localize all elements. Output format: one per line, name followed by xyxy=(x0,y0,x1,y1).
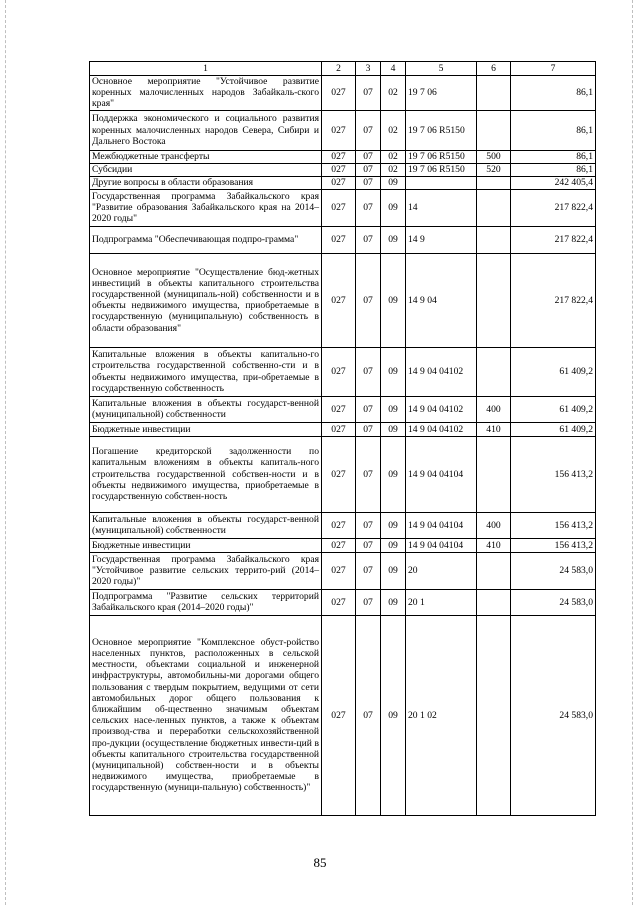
row-section: 07 xyxy=(356,538,381,552)
table-row xyxy=(90,189,596,226)
row-amount: 156 413,2 xyxy=(511,436,596,512)
table-row xyxy=(90,347,596,396)
row-amount: 86,1 xyxy=(511,163,596,176)
header-cell: 2 xyxy=(322,62,356,76)
table-row xyxy=(90,176,596,189)
row-name: Основное мероприятие "Устойчивое развитие коренных малочисленных народов Забайкаль-ского края" xyxy=(90,76,322,111)
row-expense-type xyxy=(477,253,511,347)
table-row xyxy=(90,589,596,615)
table-row xyxy=(90,538,596,552)
table-row xyxy=(90,552,596,589)
table-body xyxy=(90,76,596,816)
row-subsection: 09 xyxy=(381,512,406,538)
row-name: Основное мероприятие "Комплексное обуст-ройство населенных пунктов, расположенных в сельской местности, объектами социальной и инженерной инфраструктуры, автомобильны-ми дорогами общего пользования с твердым покрытием, ведущими от сети автомобильных дорог общего пользования к ближайшим об-щественно значимым объектам сельских насе-ленных пунктов, а также к объектам производ-ства и переработки сельскохозяйственной про-дукции (осуществление бюджетных инвести-ций в объекты капитального строительства государственной (муниципальной) собствен-ности и в объекты недвижимого имущества, приобретаемые в государственную (муници-пальную) собственность)" xyxy=(90,615,322,815)
row-subsection: 09 xyxy=(381,589,406,615)
row-subsection: 09 xyxy=(381,422,406,436)
row-expense-type xyxy=(477,615,511,815)
row-expense-type xyxy=(477,347,511,396)
row-admin-code: 027 xyxy=(322,253,356,347)
row-name: Подпрограмма "Развитие сельских территорий Забайкальского края (2014–2020 годы)" xyxy=(90,589,322,615)
row-target-code: 19 7 06 R5150 xyxy=(406,150,477,163)
row-subsection: 09 xyxy=(381,226,406,253)
row-name: Капитальные вложения в объекты капитально-го строительства государственной собственно-сти и в объекты недвижимого имущества, при-обретаемые в государственную собственность xyxy=(90,347,322,396)
row-amount: 61 409,2 xyxy=(511,347,596,396)
row-name: Другие вопросы в области образования xyxy=(90,176,322,189)
table-row xyxy=(90,76,596,111)
row-subsection: 09 xyxy=(381,347,406,396)
row-amount: 217 822,4 xyxy=(511,253,596,347)
page-number: 85 xyxy=(313,855,327,870)
row-subsection: 09 xyxy=(381,189,406,226)
row-admin-code: 027 xyxy=(322,422,356,436)
row-amount: 61 409,2 xyxy=(511,396,596,422)
row-section: 07 xyxy=(356,615,381,815)
row-subsection: 09 xyxy=(381,552,406,589)
row-subsection: 09 xyxy=(381,436,406,512)
table-row xyxy=(90,436,596,512)
row-target-code xyxy=(406,176,477,189)
row-subsection: 02 xyxy=(381,76,406,111)
page-edge-left xyxy=(5,0,6,905)
row-section: 07 xyxy=(356,189,381,226)
row-section: 07 xyxy=(356,76,381,111)
row-target-code: 14 9 04 04104 xyxy=(406,538,477,552)
row-expense-type xyxy=(477,436,511,512)
row-amount: 24 583,0 xyxy=(511,615,596,815)
row-target-code: 14 9 04 04102 xyxy=(406,422,477,436)
row-amount: 86,1 xyxy=(511,76,596,111)
row-name: Государственная программа Забайкальского края "Развитие образования Забайкальского края на 2014–2020 годы" xyxy=(90,189,322,226)
row-section: 07 xyxy=(356,253,381,347)
row-subsection: 02 xyxy=(381,163,406,176)
row-admin-code: 027 xyxy=(322,150,356,163)
header-cell: 7 xyxy=(511,62,596,76)
row-section: 07 xyxy=(356,552,381,589)
row-expense-type: 500 xyxy=(477,150,511,163)
row-admin-code: 027 xyxy=(322,347,356,396)
row-target-code: 20 xyxy=(406,552,477,589)
row-admin-code: 027 xyxy=(322,110,356,150)
row-amount: 24 583,0 xyxy=(511,589,596,615)
row-section: 07 xyxy=(356,163,381,176)
row-target-code: 14 9 04 04104 xyxy=(406,512,477,538)
budget-table xyxy=(89,61,596,816)
row-name: Субсидии xyxy=(90,163,322,176)
row-expense-type: 410 xyxy=(477,422,511,436)
row-name: Погашение кредиторской задолженности по капитальным вложениям в объекты капиталь-ного строительства государственной собствен-ности и в объекты недвижимого имущества, приобретаемые в государственную собствен-ность xyxy=(90,436,322,512)
row-section: 07 xyxy=(356,110,381,150)
row-name: Основное мероприятие "Осуществление бюд-жетных инвестиций в объекты капитального строительства государственной (муниципаль-ной) собственности и в объекты недвижимого имущества, приобретаемые в государственную (муниципальную) собственность в области образования" xyxy=(90,253,322,347)
row-name: Бюджетные инвестиции xyxy=(90,422,322,436)
row-target-code: 14 9 04 xyxy=(406,253,477,347)
row-admin-code: 027 xyxy=(322,512,356,538)
row-amount: 156 413,2 xyxy=(511,512,596,538)
row-target-code: 14 xyxy=(406,189,477,226)
page-edge-right xyxy=(632,0,633,905)
row-name: Капитальные вложения в объекты государст-венной (муниципальной) собственности xyxy=(90,512,322,538)
table-row xyxy=(90,150,596,163)
row-admin-code: 027 xyxy=(322,163,356,176)
table-row xyxy=(90,110,596,150)
row-admin-code: 027 xyxy=(322,552,356,589)
row-section: 07 xyxy=(356,396,381,422)
row-admin-code: 027 xyxy=(322,189,356,226)
row-target-code: 19 7 06 xyxy=(406,76,477,111)
row-expense-type xyxy=(477,589,511,615)
row-section: 07 xyxy=(356,422,381,436)
row-admin-code: 027 xyxy=(322,226,356,253)
row-admin-code: 027 xyxy=(322,176,356,189)
table-row xyxy=(90,422,596,436)
row-section: 07 xyxy=(356,176,381,189)
table-row xyxy=(90,396,596,422)
table-row xyxy=(90,253,596,347)
row-target-code: 14 9 04 04102 xyxy=(406,396,477,422)
row-expense-type: 400 xyxy=(477,396,511,422)
row-expense-type xyxy=(477,110,511,150)
row-expense-type xyxy=(477,552,511,589)
header-cell: 3 xyxy=(356,62,381,76)
row-name: Поддержка экономического и социального развития коренных малочисленных народов Севера, Сибири и Дальнего Востока xyxy=(90,110,322,150)
row-name: Подпрограмма "Обеспечивающая подпро-грамма" xyxy=(90,226,322,253)
row-target-code: 20 1 xyxy=(406,589,477,615)
row-subsection: 09 xyxy=(381,538,406,552)
row-amount: 156 413,2 xyxy=(511,538,596,552)
row-subsection: 09 xyxy=(381,396,406,422)
row-expense-type xyxy=(477,176,511,189)
row-admin-code: 027 xyxy=(322,396,356,422)
row-subsection: 09 xyxy=(381,176,406,189)
row-target-code: 14 9 xyxy=(406,226,477,253)
row-amount: 61 409,2 xyxy=(511,422,596,436)
row-expense-type xyxy=(477,189,511,226)
row-amount: 217 822,4 xyxy=(511,226,596,253)
row-name: Бюджетные инвестиции xyxy=(90,538,322,552)
row-target-code: 14 9 04 04102 xyxy=(406,347,477,396)
row-amount: 24 583,0 xyxy=(511,552,596,589)
row-amount: 86,1 xyxy=(511,150,596,163)
row-target-code: 20 1 02 xyxy=(406,615,477,815)
header-cell: 6 xyxy=(477,62,511,76)
header-cell: 4 xyxy=(381,62,406,76)
row-subsection: 02 xyxy=(381,110,406,150)
row-name: Межбюджетные трансферты xyxy=(90,150,322,163)
row-target-code: 19 7 06 R5150 xyxy=(406,163,477,176)
row-admin-code: 027 xyxy=(322,615,356,815)
row-admin-code: 027 xyxy=(322,538,356,552)
table-header-row xyxy=(90,62,596,76)
row-admin-code: 027 xyxy=(322,76,356,111)
row-expense-type: 400 xyxy=(477,512,511,538)
row-section: 07 xyxy=(356,226,381,253)
table-row xyxy=(90,226,596,253)
row-target-code: 19 7 06 R5150 xyxy=(406,110,477,150)
row-admin-code: 027 xyxy=(322,436,356,512)
header-cell: 5 xyxy=(406,62,477,76)
table-row xyxy=(90,163,596,176)
row-amount: 242 405,4 xyxy=(511,176,596,189)
row-amount: 86,1 xyxy=(511,110,596,150)
row-section: 07 xyxy=(356,512,381,538)
row-amount: 217 822,4 xyxy=(511,189,596,226)
row-expense-type xyxy=(477,76,511,111)
row-section: 07 xyxy=(356,150,381,163)
row-name: Капитальные вложения в объекты государст-венной (муниципальной) собственности xyxy=(90,396,322,422)
row-subsection: 09 xyxy=(381,253,406,347)
row-expense-type: 520 xyxy=(477,163,511,176)
row-admin-code: 027 xyxy=(322,589,356,615)
table-row xyxy=(90,615,596,815)
header-cell: 1 xyxy=(90,62,322,76)
row-expense-type xyxy=(477,226,511,253)
row-expense-type: 410 xyxy=(477,538,511,552)
table-row xyxy=(90,512,596,538)
row-name: Государственная программа Забайкальского края "Устойчивое развитие сельских террито-рий (2014–2020 годы)" xyxy=(90,552,322,589)
row-section: 07 xyxy=(356,347,381,396)
row-target-code: 14 9 04 04104 xyxy=(406,436,477,512)
row-section: 07 xyxy=(356,589,381,615)
row-subsection: 02 xyxy=(381,150,406,163)
row-subsection: 09 xyxy=(381,615,406,815)
row-section: 07 xyxy=(356,436,381,512)
